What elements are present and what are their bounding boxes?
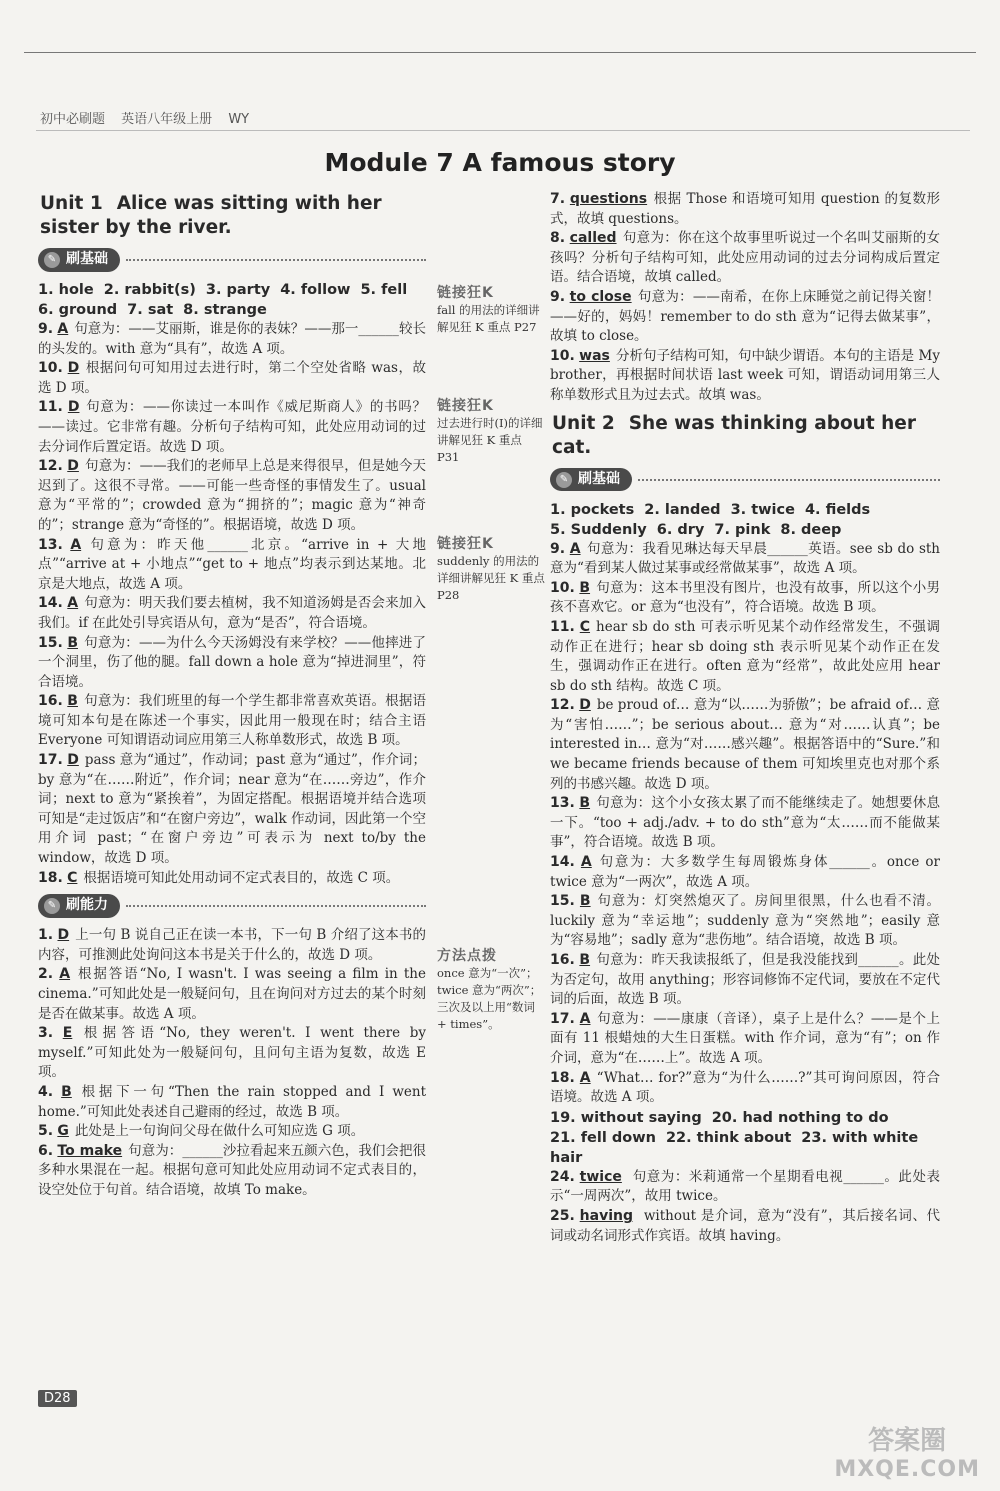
item-answer: D xyxy=(579,697,591,714)
item-explanation: 上一句 B 说自己正在读一本书，下一句 B 介绍了这本书的内容，可推测此处询问这本书是关于什么的，故选 D 项。 xyxy=(38,927,426,963)
answer: 6. ground xyxy=(38,302,118,318)
item-explanation: 句意为：这本书里没有图片，也没有故事，所以这个小男孩不喜欢它。or 意为“也没有”，符合语境。故选 B 项。 xyxy=(550,579,941,616)
item-number: 1. xyxy=(38,927,54,944)
question-item xyxy=(38,457,426,535)
unit1-label: Unit 1 xyxy=(40,193,103,214)
item-explanation: 句意为：——你读过一本叫作《威尼斯商人》的书吗？——读过。它非常有趣。分析句子结构可知，此处应用动词的过去分词作后置定语。故选 D 项。 xyxy=(38,399,426,455)
item-number: 11. xyxy=(38,399,63,416)
section-badge-basic xyxy=(38,248,426,272)
item-answer: B xyxy=(579,893,591,910)
item-explanation: 句意为：——南希，在你上床睡觉之前记得关窗！——好的，妈妈！remember to do sth 意为“记得去做某事”，故填 to close。 xyxy=(550,288,941,345)
item-answer: D xyxy=(67,360,80,377)
item-number: 25. xyxy=(550,1207,575,1224)
item-answer: B xyxy=(67,693,78,710)
item-explanation: 分析句子结构可知，句中缺少谓语。本句的主语是 My brother，再根据时间状语 last week 可知，谓语动词用第三人称单数形式且为过去式。故填 was。 xyxy=(550,347,940,403)
section-basic-label: 刷基础 xyxy=(66,251,108,268)
sidenote-heading: 方法点拨 xyxy=(437,948,497,964)
item-explanation: “What… for?”意为“为什么……?”其可询问原因，符合语境。故选 A 项。 xyxy=(550,1069,940,1106)
item-answer: B xyxy=(61,1083,72,1100)
item-explanation: 根据下一句“Then the rain stopped and I went home.”可知此处表述自己避雨的经过，故选 B 项。 xyxy=(38,1083,427,1120)
item-number: 6. xyxy=(38,1142,54,1159)
item-number: 12. xyxy=(38,458,63,475)
sidenote-heading: 链接狂K xyxy=(437,536,494,552)
item-answer: D xyxy=(67,458,79,475)
unit2-label: Unit 2 xyxy=(552,412,615,434)
item-answer: B xyxy=(579,952,591,968)
item-explanation: 句意为：我们班里的每一个学生都非常喜欢英语。根据语境可知本句是在陈述一个事实，因此用一般现在时；结合主语 Everyone 可知谓语动词应用第三人称单数形式，故选 B 项。 xyxy=(38,693,427,749)
question-item xyxy=(550,288,940,347)
watermark-logo xyxy=(834,1420,980,1482)
item-explanation: 句意为：你在这个故事里听说过一个名叫艾丽斯的女孩吗？分析句子结构可知，此处应用动词的过去分词构成后置定语。结合语境，故填 called。 xyxy=(550,230,941,286)
item-answer: B xyxy=(67,634,78,651)
item-answer: A xyxy=(67,595,79,612)
question-item xyxy=(550,853,940,892)
question-item xyxy=(550,951,940,1010)
item-number: 13. xyxy=(38,536,63,553)
section-ability-label: 刷能力 xyxy=(66,897,108,914)
sidenote-4 xyxy=(437,948,545,1033)
answer: 1. hole xyxy=(38,282,94,298)
answer: 3. party xyxy=(205,282,271,298)
answer: 23. with white hair xyxy=(550,1129,919,1166)
header-rule xyxy=(36,130,970,131)
item-number: 10. xyxy=(550,579,575,596)
question-item xyxy=(38,751,426,869)
answer: 22. think about xyxy=(665,1129,792,1146)
item-explanation: hear sb do sth 可表示听见某个动作经常发生，不强调动作正在进行；hear sb doing sth 表示听见某个动作正在发生，强调动作正在进行。often 意为“经常”，故此处应用 hear sb do sth 结构。故选 C 项。 xyxy=(550,618,940,694)
item-number: 24. xyxy=(550,1168,575,1185)
item-number: 4. xyxy=(38,1083,54,1100)
item-number: 16. xyxy=(550,952,575,968)
item-answer: questions xyxy=(569,191,648,207)
question-item xyxy=(38,1122,426,1142)
pencil-icon: ✎ xyxy=(44,252,60,268)
item-number: 15. xyxy=(550,893,575,910)
item-number: 9. xyxy=(550,288,566,305)
sidenote-1 xyxy=(437,285,545,336)
item-explanation: 句意为：昨天他______北京。“arrive in + 大地点”“arrive at + 小地点”“get to + 地点”均表示到达某地。北京是大地点，故选 A 项。 xyxy=(38,536,426,592)
item-number: 17. xyxy=(38,752,63,769)
item-number: 16. xyxy=(38,693,63,710)
question-item xyxy=(550,540,940,579)
question-item xyxy=(38,359,426,398)
answer: 2. rabbit(s) xyxy=(103,282,196,298)
u2-item-list xyxy=(550,540,940,1108)
section-badge-ability xyxy=(38,894,426,918)
answer: 5. fell xyxy=(360,282,408,298)
item-number: 18. xyxy=(550,1069,575,1086)
unit2-title xyxy=(552,412,940,460)
answer: 2. landed xyxy=(644,501,721,518)
question-item xyxy=(38,965,426,1024)
item-number: 9. xyxy=(550,540,566,557)
answer: 6. dry xyxy=(656,521,705,538)
item-explanation: without 是介词，意为“没有”，其后接名词、代词或动名词形式作宾语。故填 having。 xyxy=(550,1207,940,1244)
left-column xyxy=(38,190,426,1201)
item-answer: A xyxy=(569,540,581,557)
right-column xyxy=(550,190,940,1246)
answer: 19. without saying xyxy=(550,1109,702,1126)
question-item xyxy=(550,696,940,794)
top-rule xyxy=(24,52,976,53)
item-answer: A xyxy=(59,966,71,983)
answer: 8. deep xyxy=(780,521,842,538)
header-edition: WY xyxy=(228,112,250,127)
item-answer: was xyxy=(579,347,610,364)
u1-answers-row1 xyxy=(38,280,426,300)
u1-answers-row2 xyxy=(38,300,426,320)
answer: 4. follow xyxy=(280,282,351,298)
question-item xyxy=(38,1024,426,1083)
page-number: D28 xyxy=(38,1390,77,1407)
question-item xyxy=(550,579,940,618)
running-header xyxy=(40,108,261,127)
answer: 5. Suddenly xyxy=(550,521,647,538)
item-explanation: 句意为：——艾丽斯，谁是你的表妹？——那一______较长的头发的。with 意为“具有”，故选 A 项。 xyxy=(38,321,426,357)
pencil-icon: ✎ xyxy=(44,898,60,914)
item-number: 3. xyxy=(38,1025,54,1042)
question-item xyxy=(550,229,940,288)
u1-ability-list xyxy=(38,926,426,1200)
item-number: 18. xyxy=(38,869,63,886)
item-answer: A xyxy=(70,536,82,553)
item-answer: D xyxy=(67,399,80,416)
item-explanation: 根据 Those 和语境可知用 question 的复数形式，故填 questions。 xyxy=(550,191,940,227)
item-number: 9. xyxy=(38,321,54,337)
item-answer: A xyxy=(580,854,592,871)
item-number: 13. xyxy=(550,795,575,812)
item-number: 14. xyxy=(38,595,63,612)
question-item xyxy=(38,692,426,751)
watermark-line1: 答案圈 xyxy=(868,1426,947,1456)
unit2-heading: She was thinking about her cat. xyxy=(552,412,916,458)
question-item xyxy=(38,398,426,457)
question-item-24 xyxy=(550,1168,940,1207)
item-answer: A xyxy=(579,1010,591,1027)
u2-answers-row21 xyxy=(550,1128,940,1168)
item-number: 12. xyxy=(550,697,575,714)
question-item-25 xyxy=(550,1207,940,1246)
module-title: Module 7 A famous story xyxy=(324,148,676,177)
question-item xyxy=(550,190,940,229)
sidenote-text: 过去进行时(Ⅰ)的详细讲解见狂 K 重点 P31 xyxy=(437,416,543,464)
header-book: 初中必刷题 xyxy=(40,112,106,127)
section-badge-basic-2 xyxy=(550,468,940,492)
item-answer: having xyxy=(579,1207,633,1224)
unit1-title xyxy=(40,192,426,240)
item-explanation: be proud of… 意为“以……为骄傲”；be afraid of… 意为“害怕……”；be serious about… 意为“对……认真”；be interested in… 意为“对……感兴趣”。根据答语中的“Sure.”和 we became friends because of them 可知埃里克也对那个系列的书感兴趣。故选 D 项。 xyxy=(550,697,940,792)
u1-right-list xyxy=(550,190,940,406)
item-explanation: 句意为：米莉通常一个星期看电视______。此处表示“一周两次”，故用 twice。 xyxy=(550,1168,941,1205)
item-explanation: 句意为：——康康（音译），桌子上是什么？——是个上面有 11 根蜡烛的大生日蛋糕。with 作介词，意为“有”；on 作介词，意为“在……上”。故选 A 项。 xyxy=(550,1010,941,1066)
item-answer: D xyxy=(67,752,79,769)
sidenote-2 xyxy=(437,398,545,466)
answer: 20. had nothing to do xyxy=(711,1109,889,1126)
sidenote-3 xyxy=(437,536,545,604)
item-explanation: 句意为：明天我们要去植树，我不知道汤姆是否会来加入我们。if 在此处引导宾语从句，意为“是否”，符合语境。 xyxy=(38,595,426,631)
question-item xyxy=(38,634,426,693)
question-item xyxy=(38,536,426,595)
item-explanation: 句意为：——我们的老师早上总是来得很早，但是她今天迟到了。这很不寻常。——可能一些奇怪的事情发生了。usual 意为“平常的”；crowded 意为“拥挤的”；magic 意为“神奇的”；strange 意为“奇怪的”。根据语境，故选 D 项。 xyxy=(38,458,427,533)
item-explanation: 句意为：昨天我读报纸了，但是我没能找到______。此处为否定句，故用 anything；形容词修饰不定代词，要放在不定代词的后面，故选 B 项。 xyxy=(550,952,941,1008)
question-item xyxy=(38,594,426,633)
sidenote-text: fall 的用法的详细讲解见狂 K 重点 P27 xyxy=(437,303,540,334)
item-answer: C xyxy=(579,618,591,635)
question-item xyxy=(38,320,426,359)
item-answer: A xyxy=(579,1069,591,1086)
sidenote-heading: 链接狂K xyxy=(437,285,494,301)
item-answer: to close xyxy=(569,288,632,305)
u2-answers-row2 xyxy=(550,520,940,540)
item-explanation: 句意为：灯突然熄灭了。房间里很黑，什么也看不清。luckily 意为“幸运地”；suddenly 意为“突然地”；easily 意为“容易地”；sadly 意为“悲伤地”。结合语境，故选 B 项。 xyxy=(550,893,941,949)
item-number: 10. xyxy=(550,347,575,364)
section-basic-label: 刷基础 xyxy=(578,470,620,487)
item-explanation: 句意为：大多数学生每周锻炼身体______。once or twice 意为“一两次”，故选 A 项。 xyxy=(550,854,940,890)
header-subject: 英语八年级上册 xyxy=(121,112,213,127)
item-number: 14. xyxy=(550,854,575,871)
item-explanation: 根据语境可知此处用动词不定式表目的，故选 C 项。 xyxy=(83,869,400,886)
question-item xyxy=(38,869,426,889)
question-item xyxy=(550,347,940,406)
answer: 4. fields xyxy=(804,501,871,518)
unit1-heading: Alice was sitting with her sister by the river. xyxy=(40,193,382,238)
item-explanation: 句意为：——为什么今天汤姆没有来学校？——他摔进了一个洞里，伤了他的腿。fall down a hole 意为“掉进洞里”，符合语境。 xyxy=(38,634,427,690)
item-number: 17. xyxy=(550,1010,575,1027)
question-item xyxy=(550,618,940,696)
answer: 3. twice xyxy=(730,501,795,518)
question-item xyxy=(38,926,426,965)
watermark-line2: MXQE.COM xyxy=(834,1457,980,1482)
item-explanation: 根据问句可知用过去进行时，第二个空处省略 was，故选 D 项。 xyxy=(38,360,427,396)
item-explanation: 句意为：我看见琳达每天早晨______英语。see sb do sth 意为“看到某人做过某事或经常做某事”，故选 A 项。 xyxy=(550,540,941,577)
question-item xyxy=(38,1083,426,1122)
item-answer: twice xyxy=(579,1168,622,1185)
item-explanation: 根据答语“No, they weren't. I went there by myself.”可知此处为一般疑问句，且问句主语为复数，故选 E 项。 xyxy=(38,1025,426,1081)
sidenote-text: suddenly 的用法的详细讲解见狂 K 重点 P28 xyxy=(437,554,545,602)
item-explanation: pass 意为“通过”，作动词；past 意为“通过”，作介词；by 意为“在……附近”，作介词；near 意为“在……旁边”，作介词；next to 意为“紧挨着”，为固定搭配。根据语境并结合选项可知是“走过饭店”和“在窗户旁边”，walk 作动词，因此第一个空用介词 past；“在窗户旁边”可表示为 next to/by the window，故选 D 项。 xyxy=(38,752,426,867)
item-number: 5. xyxy=(38,1123,54,1140)
item-number: 11. xyxy=(550,618,575,635)
item-answer: E xyxy=(62,1025,73,1042)
item-number: 8. xyxy=(550,230,566,247)
question-item xyxy=(550,1069,940,1108)
pencil-icon: ✎ xyxy=(556,472,572,488)
answer: 7. sat xyxy=(127,302,174,318)
u2-answers-row19 xyxy=(550,1108,940,1128)
question-item xyxy=(550,1010,940,1069)
question-item xyxy=(550,892,940,951)
item-number: 15. xyxy=(38,634,63,651)
item-answer: To make xyxy=(57,1142,123,1159)
answer: 8. strange xyxy=(183,302,267,318)
item-answer: G xyxy=(57,1123,69,1140)
item-answer: D xyxy=(57,927,70,944)
item-number: 2. xyxy=(38,966,54,983)
u2-answers-row1 xyxy=(550,500,940,520)
item-number: 7. xyxy=(550,191,566,207)
question-item xyxy=(550,794,940,853)
item-answer: B xyxy=(579,795,591,812)
item-explanation: 根据答语“No, I wasn't. I was seeing a film in the cinema.”可知此处是一般疑问句，且在询问对方过去的某个时刻是否在做某事。故选 A 项。 xyxy=(38,966,426,1022)
sidenote-text: once 意为“一次”；twice 意为“两次”；三次及以上用“数词 + times”。 xyxy=(437,966,542,1031)
u1-item-list xyxy=(38,320,426,888)
item-answer: A xyxy=(57,321,69,337)
item-answer: B xyxy=(579,579,591,596)
item-explanation: 句意为：这个小女孩太累了而不能继续走了。她想要休息一下。“too + adj./adv. + to do sth”意为“太……而不能做某事”，符合语境。故选 B 项。 xyxy=(550,795,941,851)
item-answer: C xyxy=(67,869,78,886)
sidenote-heading: 链接狂K xyxy=(437,398,494,414)
question-item xyxy=(38,1142,426,1201)
item-answer: called xyxy=(569,230,617,247)
answer: 1. pockets xyxy=(550,501,635,518)
answer: 7. pink xyxy=(714,521,771,538)
item-number: 10. xyxy=(38,360,63,377)
item-explanation: 此处是上一句询问父母在做什么可知应选 G 项。 xyxy=(74,1123,365,1140)
item-explanation: 句意为：______沙拉看起来五颜六色，我们会把很多种水果混在一起。根据句意可知此处应用动词不定式表目的，设空处位于句首。结合语境，故填 To make。 xyxy=(38,1142,427,1198)
answer: 21. fell down xyxy=(550,1129,656,1146)
